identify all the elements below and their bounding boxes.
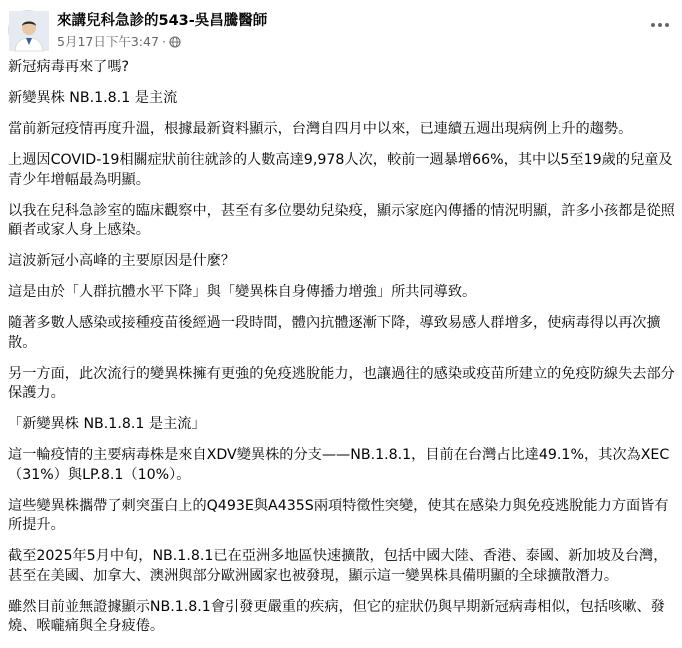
post-timestamp[interactable]: 5月17日下午3:47: [57, 34, 159, 49]
post-paragraph: 以我在兒科急診室的臨床觀察中，甚至有多位嬰幼兒染疫，顯示家庭內傳播的情況明顯，許多小孩都是從照顧者或家人身上感染。: [8, 202, 675, 238]
post-paragraph: 新冠病毒再來了嗎?: [8, 59, 130, 75]
post-paragraph: 雖然目前並無證據顯示NB.1.8.1會引發更嚴重的疾病，但它的症狀仍與早期新冠病毒相似，包括咳嗽、發燒、喉嚨痛與全身疲倦。: [8, 598, 665, 634]
post-meta: [57, 34, 181, 49]
post-paragraph: 這是由於「人群抗體水平下降」與「變異株自身傳播力增強」所共同導致。: [8, 284, 477, 300]
author-name[interactable]: 來講兒科急診的543-吳昌騰醫師: [57, 13, 268, 29]
post-paragraph: 「新變異株 NB.1.8.1 是主流」: [8, 416, 206, 432]
post-header: [0, 0, 682, 56]
post-paragraph: 這一輪疫情的主要病毒株是來自XDV變異株的分支——NB.1.8.1，目前在台灣占比達49.1%，其次為XEC（31%）與LP.8.1（10%）。: [8, 447, 670, 483]
post-paragraph: 隨著多數人感染或接種疫苗後經過一段時間，體內抗體逐漸下降，導致易感人群增多，使病毒得以再次擴散。: [8, 315, 661, 351]
post-paragraph: 上週因COVID-19相關症狀前往就診的人數高達9,978人次，較前一週暴增66%，其中以5至19歲的兒童及青少年增幅最為明顯。: [8, 152, 673, 188]
post-paragraph: 這些變異株攜帶了刺突蛋白上的Q493E與A435S兩項特徵性突變，使其在感染力與免疫逃脫能力方面皆有所提升。: [8, 497, 669, 533]
doctor-avatar-icon: [9, 11, 49, 51]
post-paragraph: 截至2025年5月中旬，NB.1.8.1已在亞洲多地區快速擴散，包括中國大陸、香港、泰國、新加坡及台灣，甚至在美國、加拿大、澳洲與部分歐洲國家也被發現，顯示這一變異株具備明顯的全球擴散潛力。: [8, 548, 668, 584]
post-content: [8, 58, 678, 648]
post-paragraph: 當前新冠疫情再度升溫，根據最新資料顯示，台灣自四月中以來，已連續五週出現病例上升的趨勢。: [8, 121, 633, 137]
post-paragraph: 新變異株 NB.1.8.1 是主流: [8, 90, 178, 106]
post-paragraph: 這波新冠小高峰的主要原因是什麼？: [8, 253, 236, 269]
more-horizontal-icon[interactable]: [646, 15, 674, 35]
globe-icon: [169, 36, 181, 48]
meta-separator: ·: [161, 34, 166, 49]
author-avatar[interactable]: [8, 10, 48, 50]
post-paragraph: 另一方面，此次流行的變異株擁有更強的免疫逃脫能力，也讓過往的感染或疫苗所建立的免疫防線失去部分保護力。: [8, 365, 675, 401]
